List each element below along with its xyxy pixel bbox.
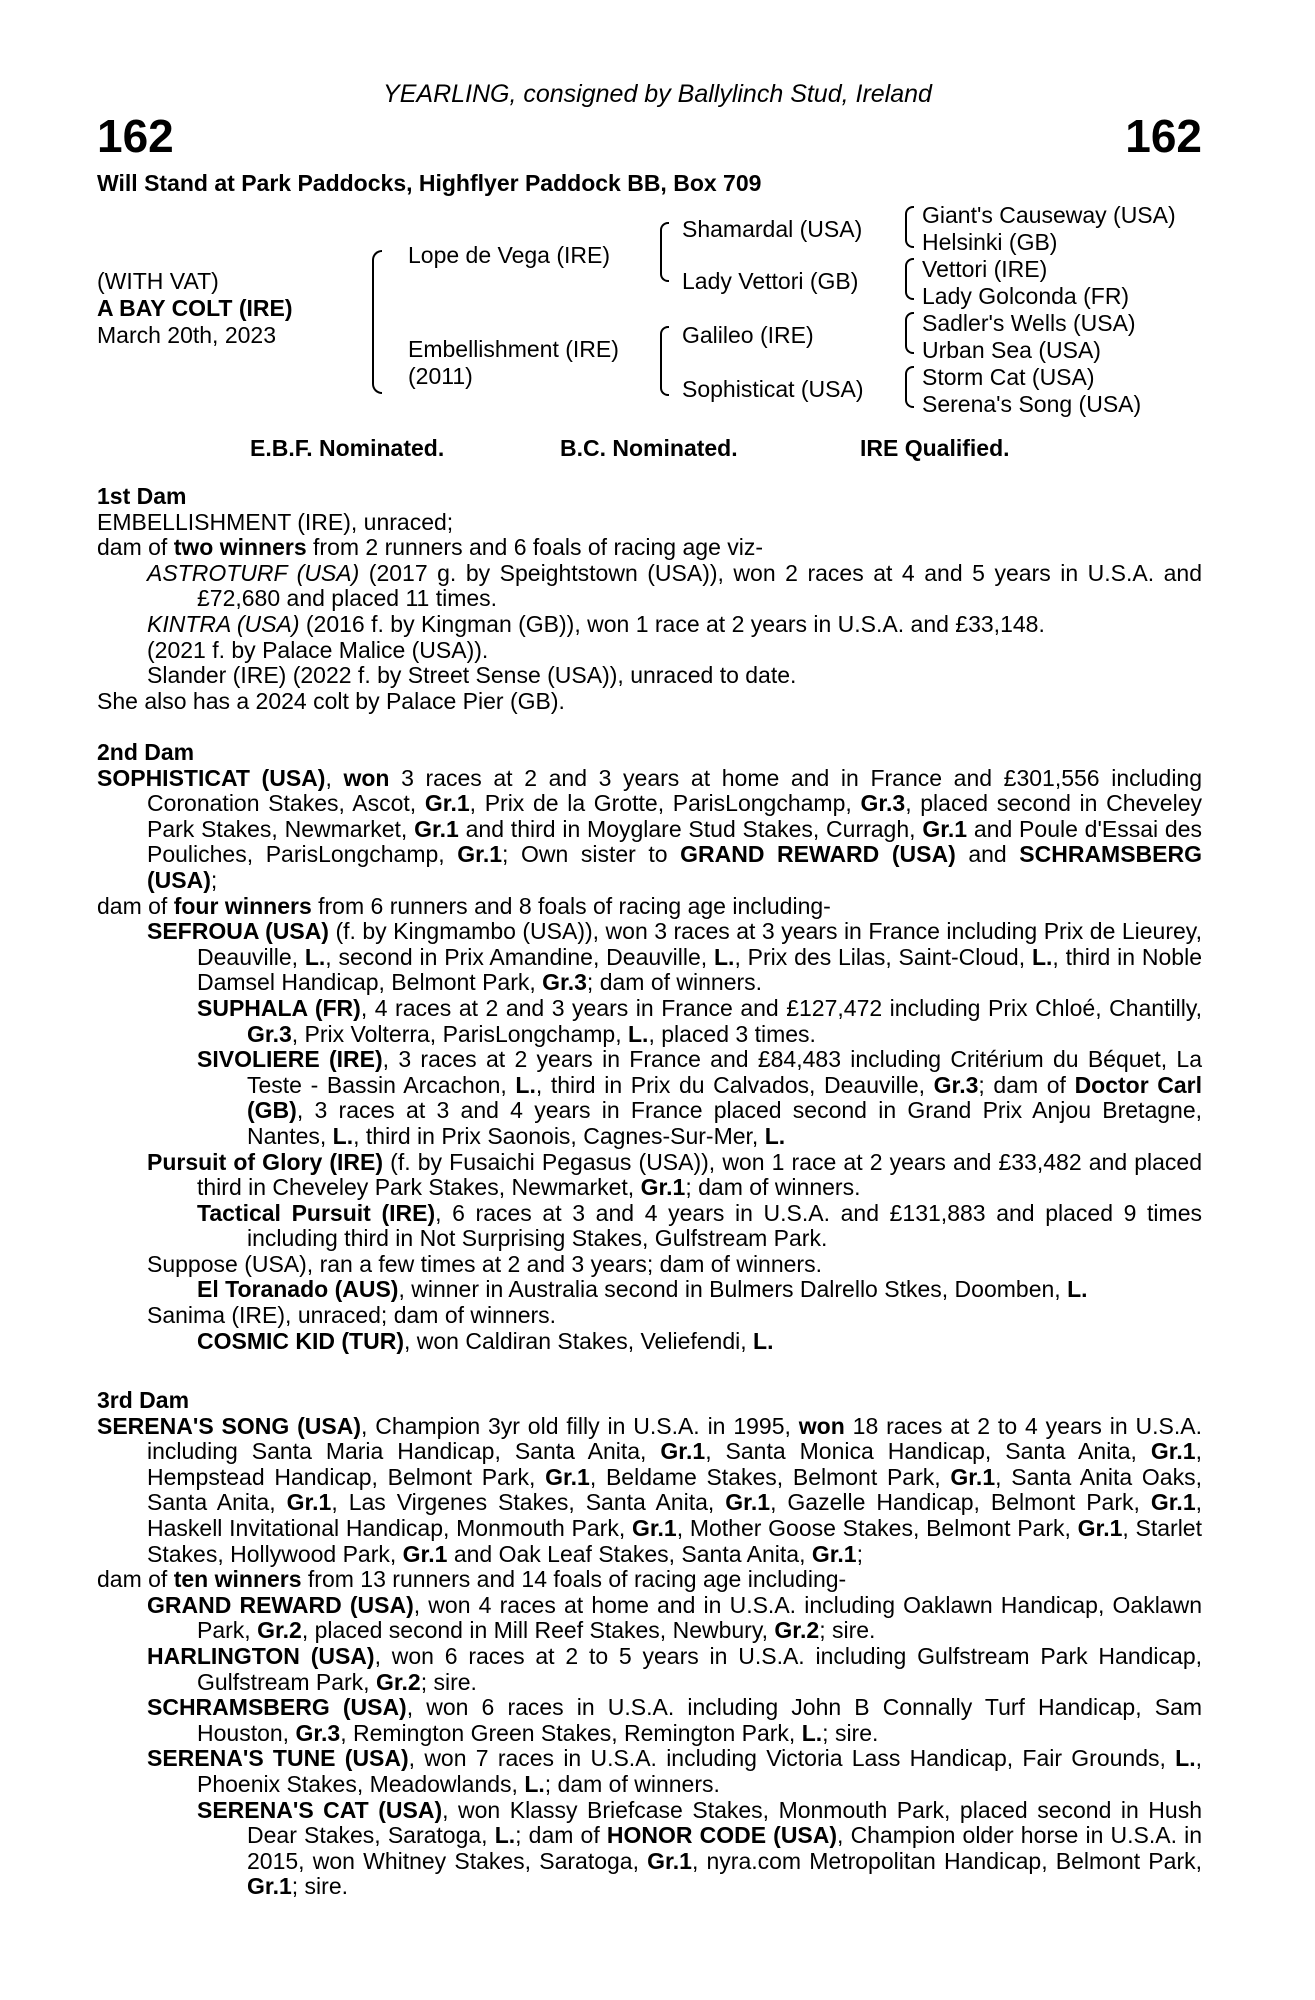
nomination-ire: IRE Qualified. <box>860 435 1010 461</box>
produce-grand-reward: GRAND REWARD (USA), won 4 races at home and in U.S.A. including Oaklawn Handicap, Oaklawn Park, Gr.2, placed second in Mill Reef Stakes, Newbury, Gr.2; sire. <box>147 1591 1202 1644</box>
nomination-bc: B.C. Nominated. <box>560 435 738 461</box>
pedigree-sire-sire: Shamardal (USA) <box>682 216 863 242</box>
first-dam-section <box>97 484 1202 714</box>
produce-tactical-pursuit: Tactical Pursuit (IRE), 6 races at 3 and 4 years in U.S.A. and £131,883 and placed 9 times including third in Not Surprising Stakes, Gulfstream Park. <box>197 1199 1202 1252</box>
produce-serenas-cat: SERENA'S CAT (USA), won Klassy Briefcase Stakes, Monmouth Park, placed second in Hush Dear Stakes, Saratoga, L.; dam of HONOR CODE (USA), Champion older horse in U.S.A. in 2015, won Whitney Stakes, Saratoga, Gr.1, nyra.com Metropolitan Handicap, Belmont Park, Gr.1; sire. <box>197 1796 1202 1900</box>
first-dam-line: EMBELLISHMENT (IRE), unraced; <box>97 508 454 535</box>
produce-astroturf: ASTROTURF (USA) (2017 g. by Speightstown (USA)), won 2 races at 4 and 5 years in U.S.A. and £72,680 and placed 11 times. <box>147 559 1202 612</box>
produce-serenas-tune: SERENA'S TUNE (USA), won 7 races in U.S.A. including Victoria Lass Handicap, Fair Grounds, L., Phoenix Stakes, Meadowlands, L.; dam of winners. <box>147 1745 1203 1797</box>
produce-harlington: HARLINGTON (USA), won 6 races at 2 to 5 years in U.S.A. including Gulfstream Park Handicap, Gulfstream Park, Gr.2; sire. <box>147 1642 1203 1695</box>
pedigree-brace-main <box>372 250 382 394</box>
produce-sanima: Sanima (IRE), unraced; dam of winners. <box>147 1302 557 1329</box>
pedigree-ds-sire: Sadler's Wells (USA) <box>922 310 1136 336</box>
pedigree-dam-dam: Sophisticat (USA) <box>682 376 864 402</box>
third-dam-record: SERENA'S SONG (USA), Champion 3yr old filly in U.S.A. in 1995, won 18 races at 2 to 4 years in U.S.A. including Santa Maria Handicap, Santa Anita, Gr.1, Santa Monica Handicap, Santa Anita, Gr.1, Hempstead Handicap, Belmont Park, Gr.1, Beldame Stakes, Belmont Park, Gr.1, Santa Anita Oaks, Santa Anita, Gr.1, Las Virgenes Stakes, Santa Anita, Gr.1, Gazelle Handicap, Belmont Park, Gr.1, Haskell Invitational Handicap, Monmouth Park, Gr.1, Mother Goose Stakes, Belmont Park, Gr.1, Starlet Stakes, Hollywood Park, Gr.1 and Oak Leaf Stakes, Santa Anita, Gr.1; <box>97 1412 1203 1567</box>
pedigree-sd-dam: Lady Golconda (FR) <box>922 283 1130 309</box>
pedigree-dd-sire: Storm Cat (USA) <box>922 364 1095 390</box>
second-dam-section <box>97 740 1202 1354</box>
stand-location: Will Stand at Park Paddocks, Highflyer Paddock BB, Box 709 <box>97 170 762 196</box>
pedigree-brace-sire <box>660 222 669 282</box>
produce-pursuit-of-glory: Pursuit of Glory (IRE) (f. by Fusaichi Pegasus (USA)), won 1 race at 2 years and £33,482 and placed third in Cheveley Park Stakes, Newmarket, Gr.1; dam of winners. <box>147 1148 1203 1201</box>
third-dam-heading: 3rd Dam <box>97 1387 190 1413</box>
produce-suphala: SUPHALA (FR), 4 races at 2 and 3 years in France and £127,472 including Prix Chloé, Chantilly, Gr.3, Prix Volterra, ParisLongchamp, L., placed 3 times. <box>197 994 1203 1047</box>
foaling-date: March 20th, 2023 <box>97 322 277 348</box>
nomination-ebf: E.B.F. Nominated. <box>250 435 445 461</box>
pedigree-ss-sire: Giant's Causeway (USA) <box>922 202 1176 228</box>
produce-slander: Slander (IRE) (2022 f. by Street Sense (USA)), unraced to date. <box>147 662 797 689</box>
produce-el-toranado: El Toranado (AUS), winner in Australia second in Bulmers Dalrello Stkes, Doomben, L. <box>197 1276 1088 1303</box>
produce-2024-colt: She also has a 2024 colt by Palace Pier (GB). <box>97 687 565 714</box>
first-dam-heading: 1st Dam <box>97 483 187 509</box>
pedigree-brace-ds <box>905 312 914 354</box>
pedigree-sire-dam: Lady Vettori (GB) <box>682 268 859 294</box>
pedigree-brace-ss <box>905 206 914 248</box>
first-dam-produce-summary: dam of two winners from 2 runners and 6 foals of racing age viz- <box>97 534 764 561</box>
produce-sivoliere: SIVOLIERE (IRE), 3 races at 2 years in France and £84,483 including Critérium du Béquet, La Teste - Bassin Arcachon, L., third in Prix du Calvados, Deauville, Gr.3; dam of Doctor Carl (GB), 3 races at 3 and 4 years in France placed second in Grand Prix Anjou Bretagne, Nantes, L., third in Prix Saonois, Cagnes-Sur-Mer, L. <box>197 1046 1203 1149</box>
pedigree-ds-dam: Urban Sea (USA) <box>922 337 1101 363</box>
pedigree-sd-sire: Vettori (IRE) <box>922 256 1048 282</box>
consignor-line: YEARLING, consigned by Ballylinch Stud, Ireland <box>383 80 932 108</box>
lot-number-left: 162 <box>97 110 174 162</box>
produce-sefroua: SEFROUA (USA) (f. by Kingmambo (USA)), won 3 races at 3 years in France including Prix de Lieurey, Deauville, L., second in Prix Amandine, Deauville, L., Prix des Lilas, Saint-Cloud, L., third in Noble Damsel Handicap, Belmont Park, Gr.3; dam of winners. <box>147 918 1202 996</box>
second-dam-heading: 2nd Dam <box>97 739 195 765</box>
lot-number-right: 162 <box>1125 110 1202 162</box>
pedigree-dam-year: (2011) <box>408 363 473 389</box>
produce-suppose: Suppose (USA), ran a few times at 2 and 3 years; dam of winners. <box>147 1250 822 1277</box>
third-dam-produce-summary: dam of ten winners from 13 runners and 14 foals of racing age including- <box>97 1566 847 1593</box>
second-dam-produce-summary: dam of four winners from 6 runners and 8 foals of racing age including- <box>97 892 831 919</box>
pedigree-brace-sd <box>905 258 914 300</box>
third-dam-section <box>97 1388 1202 1900</box>
pedigree-dd-dam: Serena's Song (USA) <box>922 391 1142 417</box>
pedigree-dam: Embellishment (IRE) <box>408 336 619 362</box>
produce-schramsberg: SCHRAMSBERG (USA), won 6 races in U.S.A. including John B Connally Turf Handicap, Sam Houston, Gr.3, Remington Green Stakes, Remington Park, L.; sire. <box>147 1694 1203 1746</box>
horse-name: A BAY COLT (IRE) <box>97 295 293 321</box>
pedigree-brace-dd <box>905 366 914 408</box>
produce-kintra: KINTRA (USA) (2016 f. by Kingman (GB)), won 1 race at 2 years in U.S.A. and £33,148. <box>147 610 1045 637</box>
produce-2021-filly: (2021 f. by Palace Malice (USA)). <box>147 636 489 663</box>
pedigree-sire: Lope de Vega (IRE) <box>408 242 611 268</box>
pedigree-dam-sire: Galileo (IRE) <box>682 322 814 348</box>
pedigree-brace-dam <box>660 326 669 396</box>
produce-cosmic-kid: COSMIC KID (TUR), won Caldiran Stakes, Veliefendi, L. <box>197 1327 774 1354</box>
vat-label: (WITH VAT) <box>97 268 219 294</box>
pedigree-ss-dam: Helsinki (GB) <box>922 229 1058 255</box>
second-dam-record: SOPHISTICAT (USA), won 3 races at 2 and 3 years at home and in France and £301,556 including Coronation Stakes, Ascot, Gr.1, Prix de la Grotte, ParisLongchamp, Gr.3, placed second in Cheveley Park Stakes, Newmarket, Gr.1 and third in Moyglare Stud Stakes, Curragh, Gr.1 and Poule d'Essai des Pouliches, ParisLongchamp, Gr.1; Own sister to GRAND REWARD (USA) and SCHRAMSBERG (USA); <box>97 764 1203 893</box>
